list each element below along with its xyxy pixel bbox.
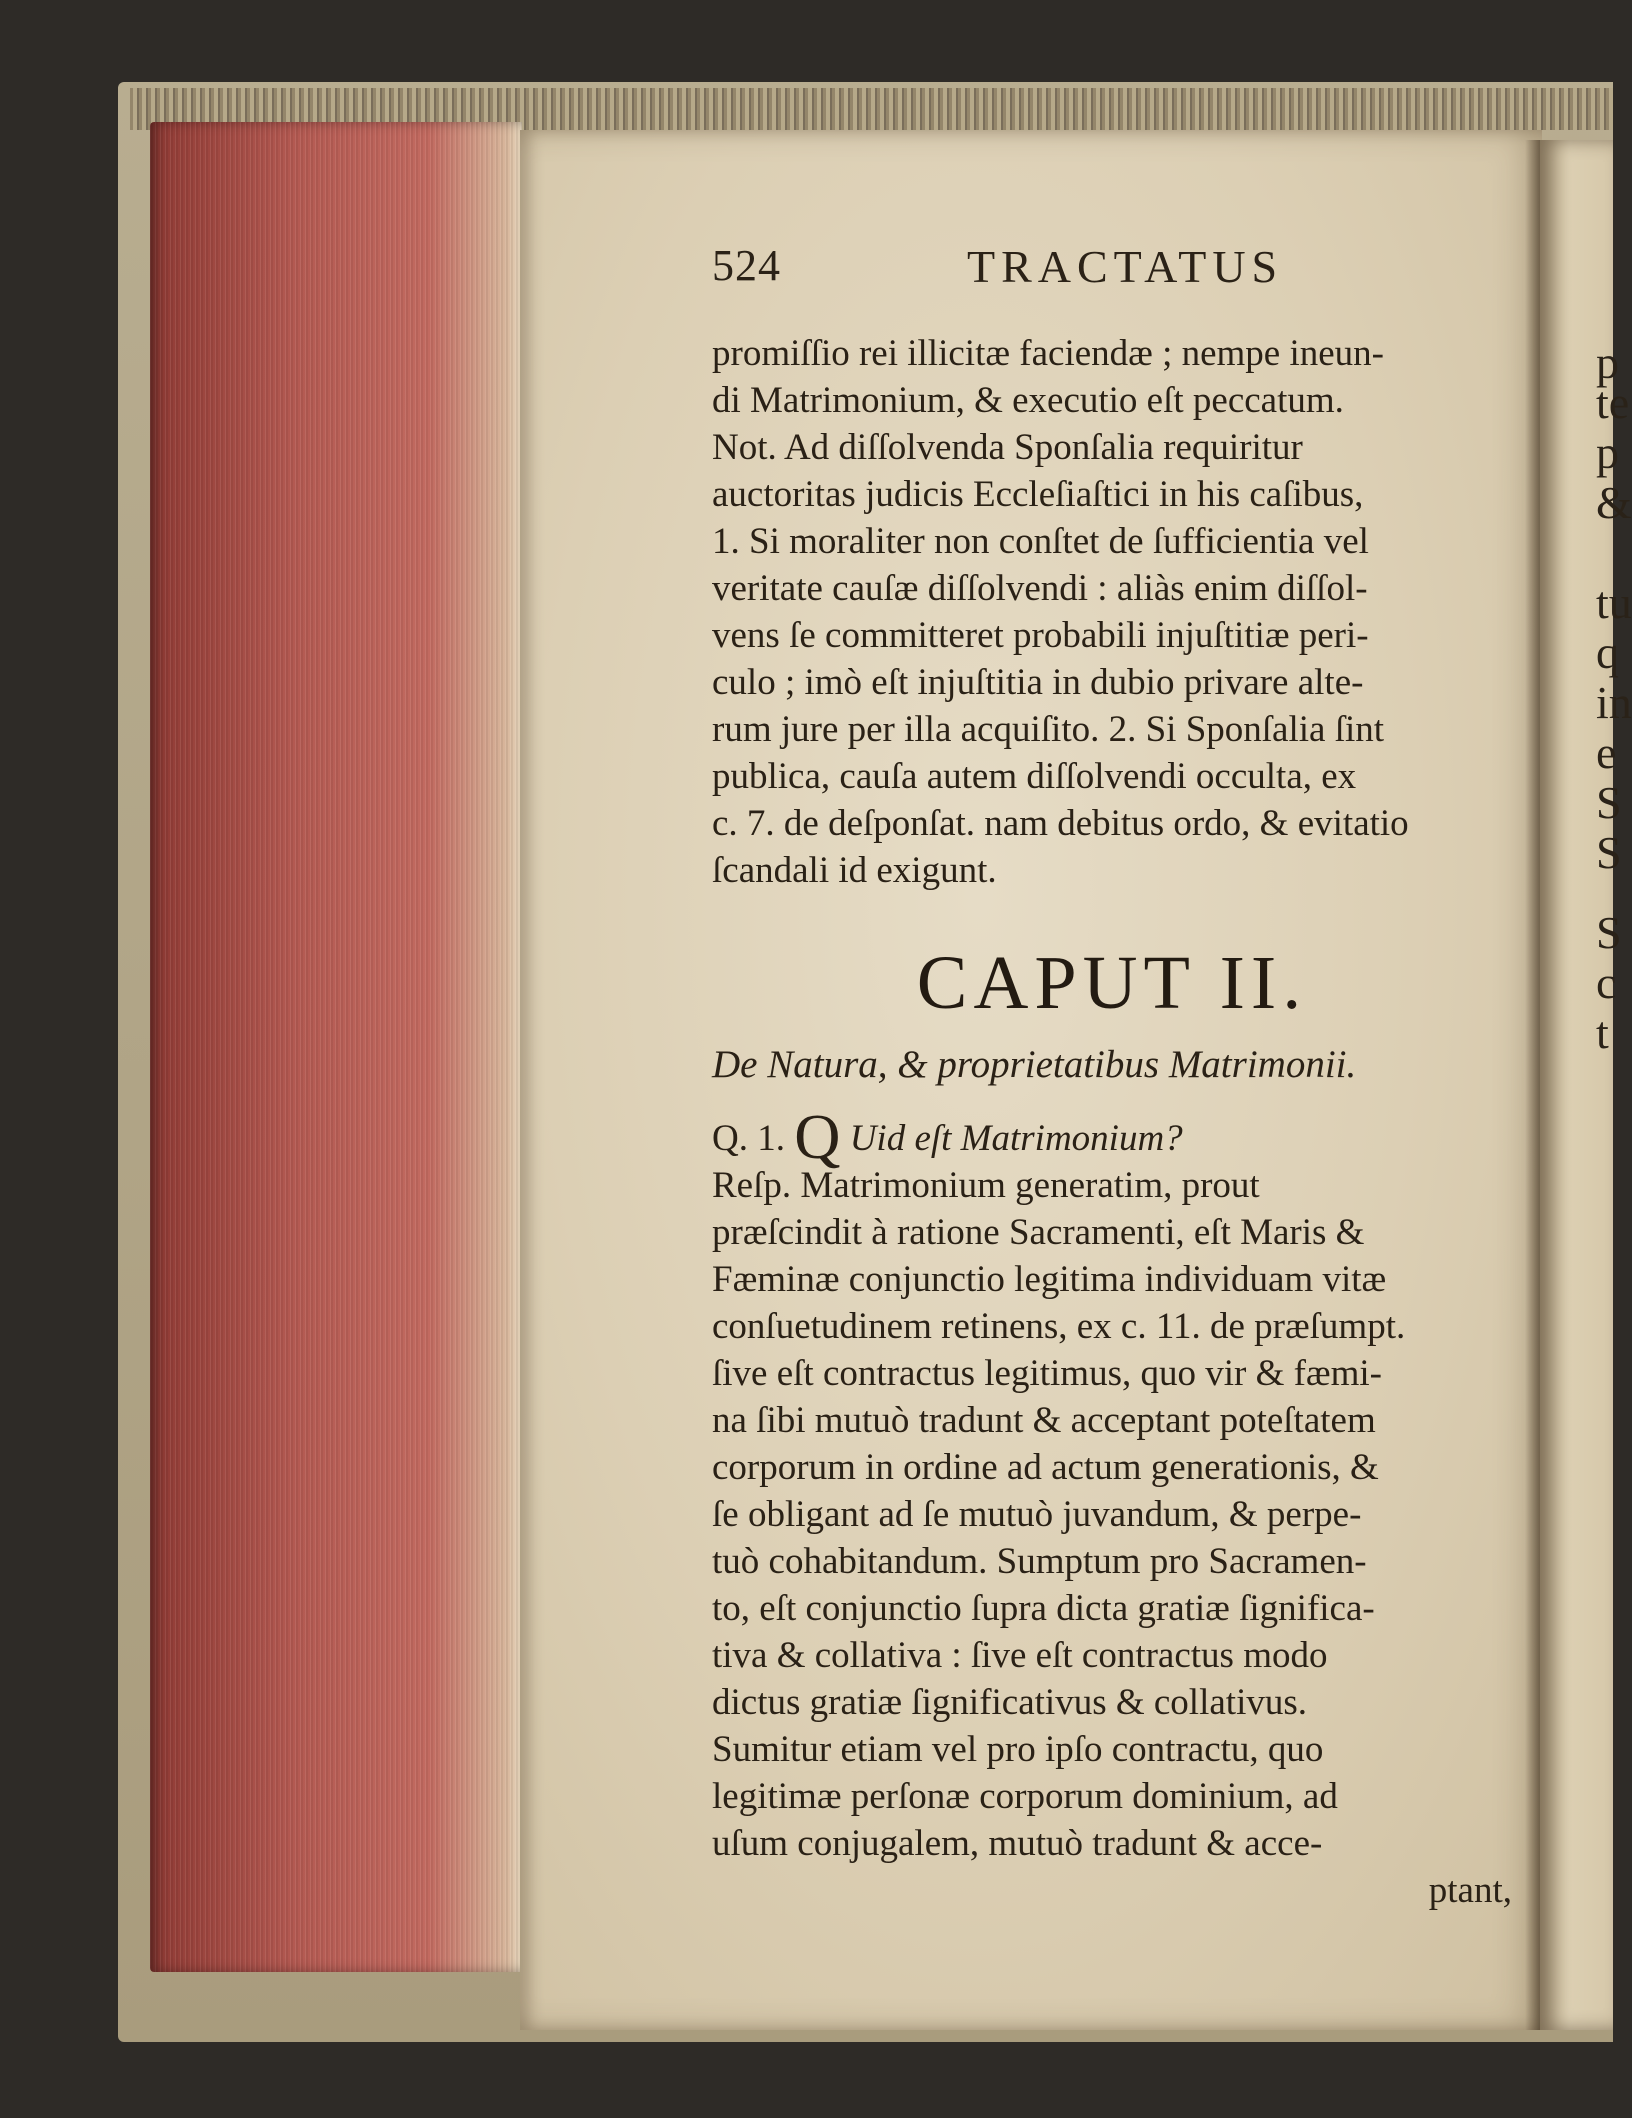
question-line [712, 1101, 1512, 1172]
text-line: 1. Si moraliter non conſtet de ſufficientia vel [712, 521, 1369, 562]
text-line: auctoritas judicis Eccleſiaſtici in his caſibus, [712, 474, 1364, 515]
facing-page-letter: p [1596, 337, 1619, 388]
facing-page-letter: S [1596, 777, 1622, 828]
question-prefix: Q. 1. [712, 1118, 785, 1159]
paragraph-sponsalia [712, 330, 1512, 894]
text-line: rum jure per illa acquiſito. 2. Si Sponſalia ſint [712, 709, 1385, 750]
text-line: na ſibi mutuò tradunt & acceptant poteſtatem [712, 1400, 1376, 1441]
text-line: corporum in ordine ad actum generationis, & [712, 1447, 1379, 1488]
text-line: ſcandali id exigunt. [712, 850, 997, 891]
text-line: Sumitur etiam vel pro ipſo contractu, quo [712, 1729, 1324, 1770]
facing-page-letter: te [1596, 377, 1630, 428]
running-title: TRACTATUS [967, 241, 1284, 292]
text-line: conſuetudinem retinens, ex c. 11. de præſumpt. [712, 1306, 1406, 1347]
facing-page-letter: & [1596, 477, 1632, 528]
facing-page-letter: tu [1596, 577, 1632, 628]
text-line: ſe obligant ad ſe mutuò juvandum, & perpe- [712, 1494, 1362, 1535]
paragraph-matrimonium [712, 1101, 1512, 1914]
text-line: promiſſio rei illicitæ faciendæ ; nempe ineun- [712, 333, 1384, 374]
text-line: tiva & collativa : ſive eſt contractus modo [712, 1635, 1328, 1676]
text-line: to, eſt conjunctio ſupra dicta gratiæ ſignifica- [712, 1588, 1375, 1629]
facing-page-letter: q [1596, 627, 1619, 678]
text-line: uſum conjugalem, mutuò tradunt & acce- [712, 1823, 1323, 1864]
facing-page-letter: S [1596, 907, 1622, 958]
chapter-heading: CAPUT II. [916, 941, 1308, 1025]
facing-page-letter: c [1596, 957, 1617, 1008]
page-number: 524 [712, 241, 781, 290]
page-header [712, 240, 1372, 302]
text-line: præſcindit à ratione Sacramenti, eſt Maris & [712, 1212, 1365, 1253]
text-line: Fæminæ conjunctio legitima individuam vitæ [712, 1259, 1387, 1300]
question-text: Uid eſt Matrimonium? [849, 1118, 1183, 1159]
facing-page-letter: e [1596, 727, 1617, 778]
text-line: di Matrimonium, & executio eſt peccatum. [712, 380, 1344, 421]
facing-page-letter: t [1596, 1007, 1609, 1058]
facing-page-letter: p [1596, 427, 1619, 478]
text-line: vens ſe committeret probabili injuſtitiæ peri- [712, 615, 1369, 656]
text-line: legitimæ perſonæ corporum dominium, ad [712, 1776, 1338, 1817]
facing-page-letter: in [1596, 677, 1632, 728]
text-line: veritate cauſæ diſſolvendi : aliàs enim diſſol- [712, 568, 1368, 609]
text-line: dictus gratiæ ſignificativus & collativus. [712, 1682, 1307, 1723]
drop-cap: Q [794, 1101, 841, 1172]
chapter-subtitle: De Natura, & proprietatibus Matrimonii. [712, 1043, 1357, 1086]
text-line: Reſp. Matrimonium generatim, prout [712, 1165, 1260, 1206]
text-line: Not. Ad diſſolvenda Sponſalia requiritur [712, 427, 1303, 468]
page-fore-edge [150, 122, 522, 1972]
catchword: ptant, [1428, 1870, 1512, 1911]
text-line: publica, cauſa autem diſſolvendi occulta, ex [712, 756, 1357, 797]
text-line: tuò cohabitandum. Sumptum pro Sacramen- [712, 1541, 1367, 1582]
text-line: c. 7. de deſponſat. nam debitus ordo, & evitatio [712, 803, 1409, 844]
text-line: ſive eſt contractus legitimus, quo vir & fæmi- [712, 1353, 1382, 1394]
facing-page-letter: S [1596, 827, 1622, 878]
text-line: culo ; imò eſt injuſtitia in dubio privare alte- [712, 662, 1364, 703]
